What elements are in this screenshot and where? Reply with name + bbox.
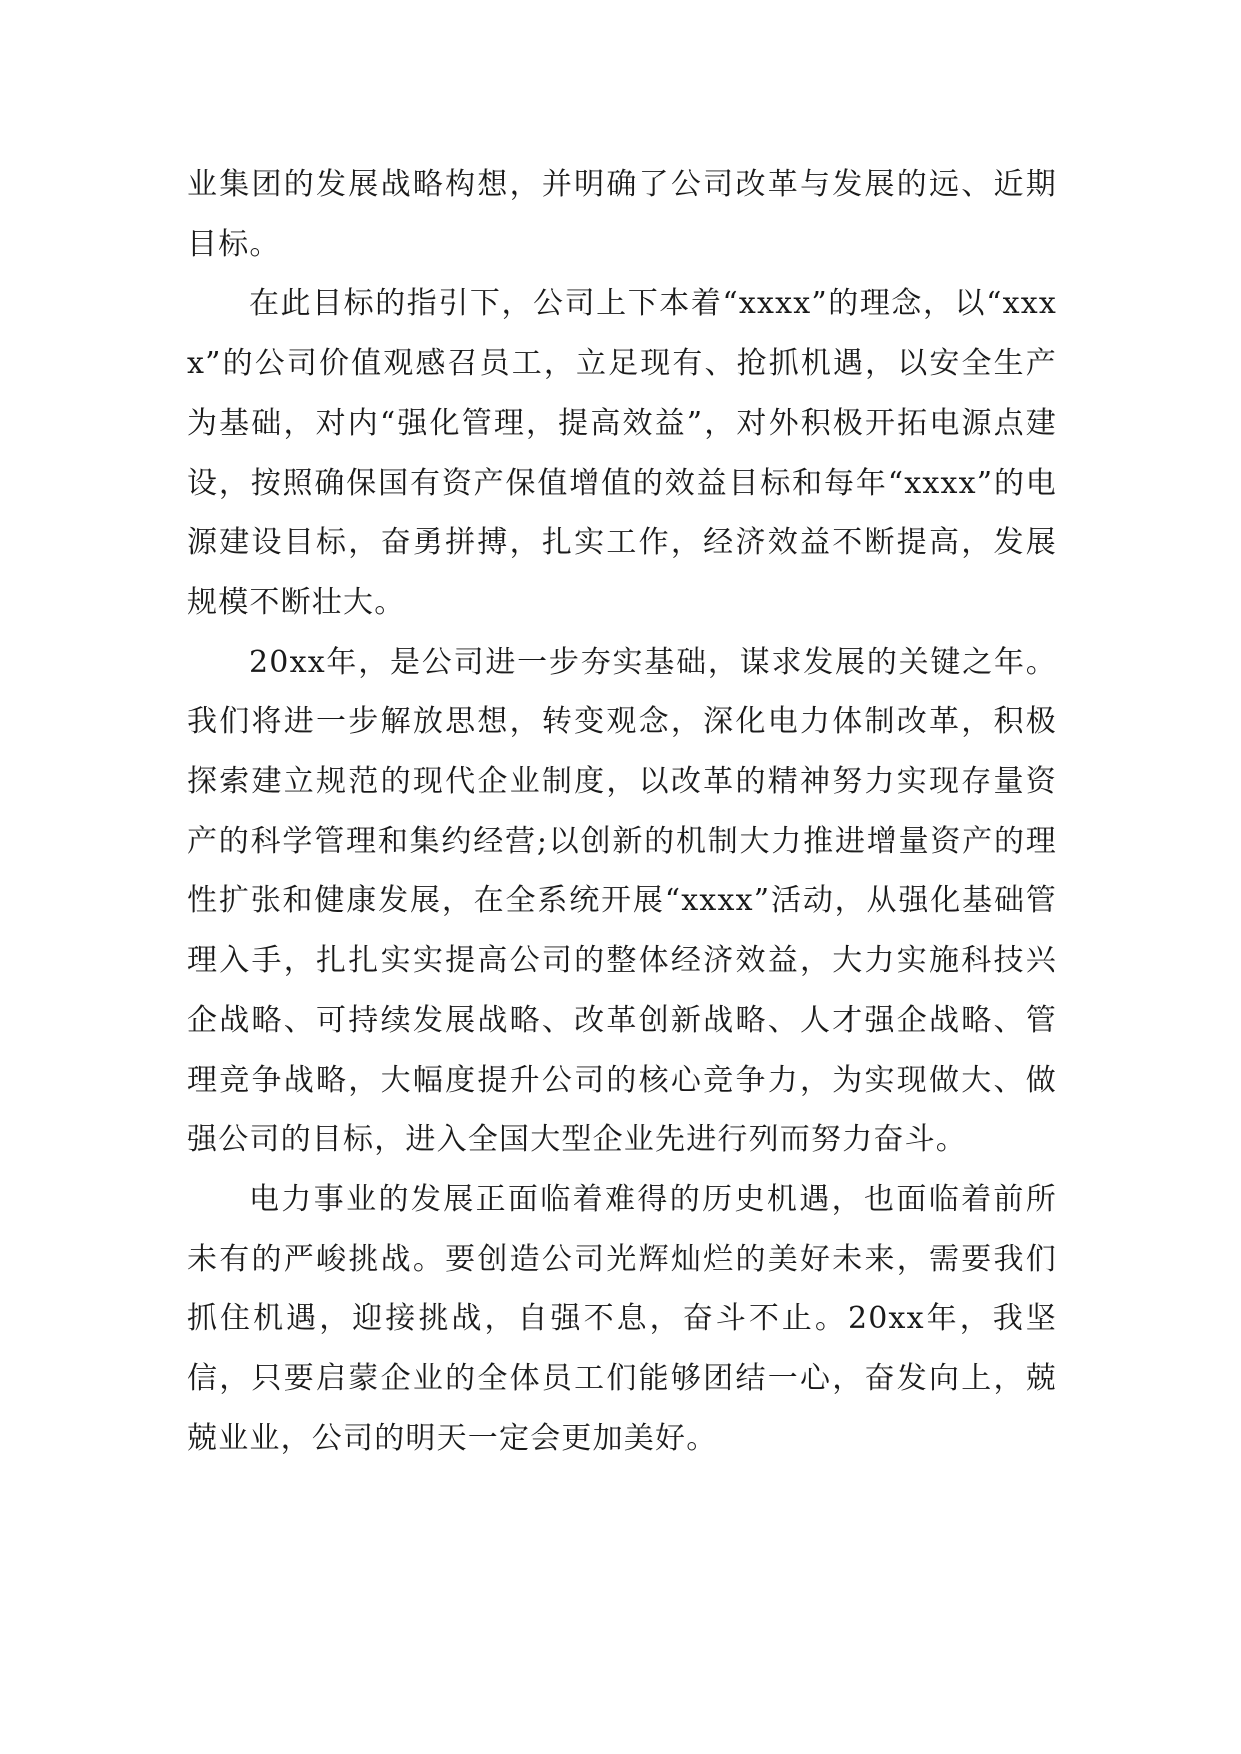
document-body bbox=[187, 155, 1057, 1468]
paragraph-2: 在此目标的指引下，公司上下本着“xxxx”的理念，以“xxxx”的公司价值观感召员工，立足现有、抢抓机遇，以安全生产为基础，对内“强化管理，提高效益”，对外积极开拓电源点建设，按照确保国有资产保值增值的效益目标和每年“xxxx”的电源建设目标，奋勇拼搏，扎实工作，经济效益不断提高，发展规模不断壮大。 bbox=[187, 286, 1057, 620]
paragraph-3: 20xx年，是公司进一步夯实基础，谋求发展的关键之年。我们将进一步解放思想，转变观念，深化电力体制改革，积极探索建立规范的现代企业制度，以改革的精神努力实现存量资产的科学管理和集约经营;以创新的机制大力推进增量资产的理性扩张和健康发展，在全系统开展“xxxx”活动，从强化基础管理入手，扎扎实实提高公司的整体经济效益，大力实施科技兴企战略、可持续发展战略、改革创新战略、人才强企战略、管理竞争战略，大幅度提升公司的核心竞争力，为实现做大、做强公司的目标，进入全国大型企业先进行列而努力奋斗。 bbox=[187, 644, 1057, 1158]
paragraph-1: 业集团的发展战略构想，并明确了公司改革与发展的远、近期目标。 bbox=[187, 167, 1057, 262]
paragraph-4: 电力事业的发展正面临着难得的历史机遇，也面临着前所未有的严峻挑战。要创造公司光辉灿烂的美好未来，需要我们抓住机遇，迎接挑战，自强不息，奋斗不止。20xx年，我坚信，只要启蒙企业的全体员工们能够团结一心，奋发向上，兢兢业业，公司的明天一定会更加美好。 bbox=[187, 1181, 1057, 1456]
